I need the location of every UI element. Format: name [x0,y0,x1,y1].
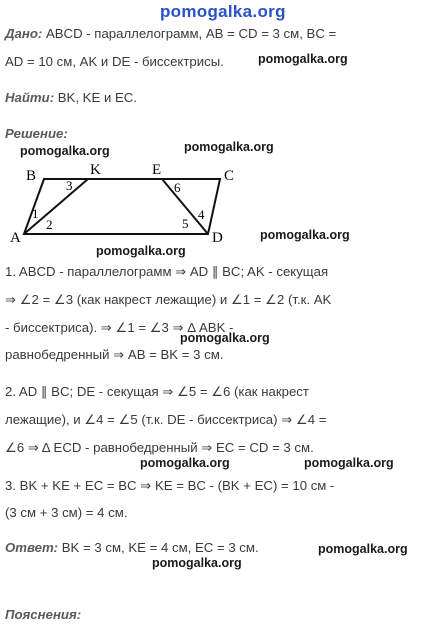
angle-1-label: 1 [32,206,39,221]
solution-line-9: (3 см + 3 см) = 4 см. [5,505,128,520]
given-line-2: AD = 10 см, AK и DE - биссектрисы. [5,54,224,69]
angle-6-label: 6 [174,180,181,195]
solution-line-5: 2. AD ∥ BC; DE - секущая ⇒ ∠5 = ∠6 (как накрест [5,384,309,399]
watermark: pomogalka.org [96,244,186,258]
given-label: Дано: [5,26,43,41]
parallelogram-outline [24,179,220,234]
solution-label: Решение: [5,126,68,141]
watermark: pomogalka.org [260,228,350,242]
vertex-a-label: A [10,230,21,246]
watermark: pomogalka.org [318,542,408,556]
watermark: pomogalka.org [152,556,242,570]
solution-line-1: 1. ABCD - параллелограмм ⇒ AD ∥ BC; AK - секущая [5,264,329,279]
watermark: pomogalka.org [180,331,270,345]
angle-5-label: 5 [182,216,189,231]
watermark: pomogalka.org [304,456,394,470]
watermark: pomogalka.org [184,140,274,154]
solution-line-2: ⇒ ∠2 = ∠3 (как накрест лежащие) и ∠1 = ∠2 (т.к. AK [5,292,332,307]
answer-text: BK = 3 см, KE = 4 см, EC = 3 см. [61,540,259,555]
solution-line-8: 3. BK + KE + EC = BC ⇒ KE = BC - (BK + EC) = 10 см - [5,478,335,493]
angle-3-label: 3 [66,178,73,193]
solution-line-6: лежащие), и ∠4 = ∠5 (т.к. DE - биссектриса) ⇒ ∠4 = [5,412,327,427]
explanation-label: Пояснения: [5,607,82,622]
watermark: pomogalka.org [140,456,230,470]
angle-4-label: 4 [198,207,205,222]
watermark: pomogalka.org [20,144,110,158]
watermark: pomogalka.org [258,52,348,66]
vertex-e-label: E [152,162,162,178]
find-text: BK, KE и EC. [57,90,137,105]
given-line-1 [5,26,336,42]
solution-line-7: ∠6 ⇒ Δ ECD - равнобедренный ⇒ EC = CD = 3 см. [5,440,314,455]
angle-2-label: 2 [46,217,53,232]
solution-line-3: - биссектриса). ⇒ ∠1 = ∠3 ⇒ Δ ABK - [5,320,234,335]
vertex-b-label: B [26,168,37,184]
vertex-c-label: C [224,168,235,184]
given-text-1: ABCD - параллелограмм, AB = CD = 3 см, BC = [45,26,337,41]
site-header[interactable]: pomogalka.org [160,2,286,21]
vertex-d-label: D [212,230,223,246]
answer-label: Ответ: [5,540,59,555]
vertex-k-label: K [90,162,101,178]
answer-line [5,540,259,556]
find-line [5,90,137,106]
find-label: Найти: [5,90,55,105]
solution-line-4: равнобедренный ⇒ AB = BK = 3 см. [5,347,224,362]
